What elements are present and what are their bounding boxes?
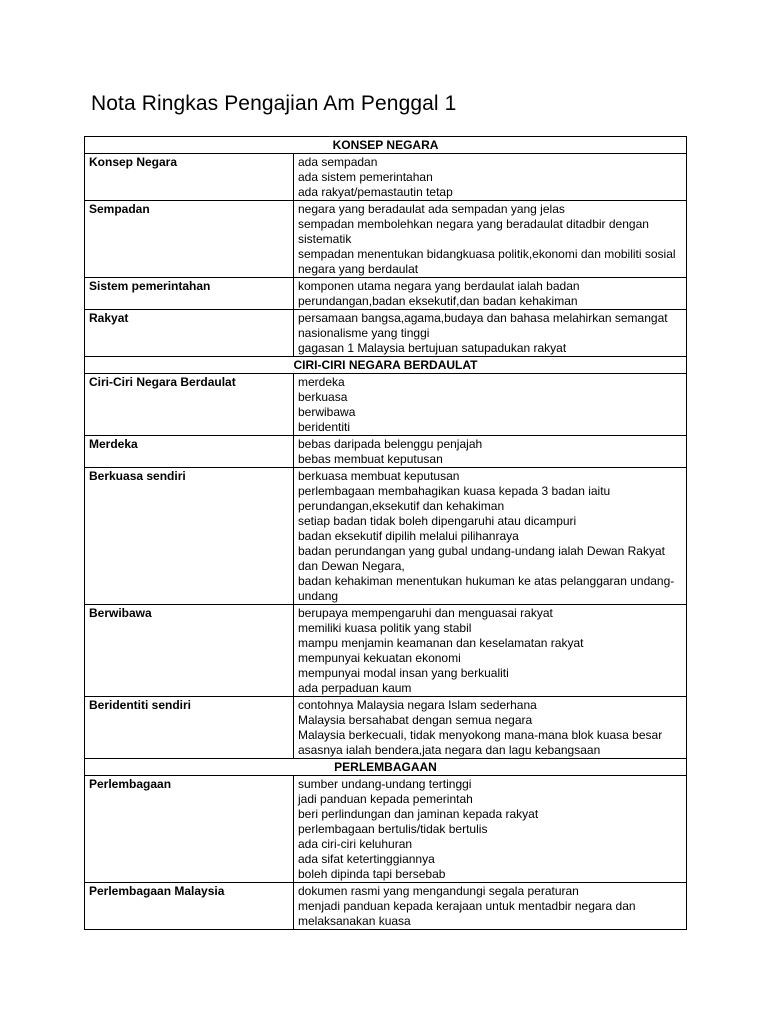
table-row <box>85 154 687 201</box>
term-cell: Ciri-Ciri Negara Berdaulat <box>85 374 294 436</box>
term-cell: Berkuasa sendiri <box>85 468 294 605</box>
table-row <box>85 697 687 759</box>
description-cell <box>294 605 687 697</box>
table-row <box>85 310 687 357</box>
table-row <box>85 278 687 310</box>
description-line: beridentiti <box>298 420 351 434</box>
description-line: beri perlindungan dan jaminan kepada rakyat <box>298 807 539 821</box>
description-cell <box>294 468 687 605</box>
description-line: perlembagaan bertulis/tidak bertulis <box>298 822 488 836</box>
section-heading: KONSEP NEGARA <box>85 137 687 154</box>
description-line: mampu menjamin keamanan dan keselamatan rakyat <box>298 636 584 650</box>
description-line: badan kehakiman menentukan hukuman ke atas pelanggaran undang-undang <box>298 574 675 603</box>
description-line: berkuasa membuat keputusan <box>298 469 460 483</box>
description-cell <box>294 697 687 759</box>
term-cell: Berwibawa <box>85 605 294 697</box>
description-line: boleh dipinda tapi bersebab <box>298 867 446 881</box>
table-row <box>85 374 687 436</box>
notes-table <box>84 136 687 930</box>
description-line: Malaysia berkecuali, tidak menyokong mana-mana blok kuasa besar <box>298 728 663 742</box>
table-row <box>85 468 687 605</box>
table-row <box>85 201 687 278</box>
description-line: perlembagaan membahagikan kuasa kepada 3 badan iaitu perundangan,eksekutif dan kehakiman <box>298 484 611 513</box>
description-cell <box>294 201 687 278</box>
description-line: ada ciri-ciri keluhuran <box>298 837 413 851</box>
section-heading: CIRI-CIRI NEGARA BERDAULAT <box>85 357 687 374</box>
term-cell: Beridentiti sendiri <box>85 697 294 759</box>
description-line: gagasan 1 Malaysia bertujuan satupadukan rakyat <box>298 341 567 355</box>
term-cell: Sempadan <box>85 201 294 278</box>
term-cell: Rakyat <box>85 310 294 357</box>
description-line: setiap badan tidak boleh dipengaruhi atau dicampuri <box>298 514 577 528</box>
description-line: sumber undang-undang tertinggi <box>298 777 472 791</box>
description-line: sempadan membolehkan negara yang beradaulat ditadbir dengan sistematik <box>298 217 649 246</box>
description-line: Malaysia bersahabat dengan semua negara <box>298 713 533 727</box>
description-line: bebas daripada belenggu penjajah <box>298 437 483 451</box>
description-line: memiliki kuasa politik yang stabil <box>298 621 472 635</box>
description-line: berkuasa <box>298 390 348 404</box>
description-cell <box>294 278 687 310</box>
description-cell <box>294 776 687 883</box>
description-line: contohnya Malaysia negara Islam sederhana <box>298 698 537 712</box>
description-line: ada sifat ketertinggiannya <box>298 852 435 866</box>
description-line: negara yang beradaulat ada sempadan yang jelas <box>298 202 565 216</box>
description-line: menjadi panduan kepada kerajaan untuk mentadbir negara dan melaksanakan kuasa <box>298 899 636 928</box>
term-cell: Perlembagaan Malaysia <box>85 883 294 930</box>
description-line: asasnya ialah bendera,jata negara dan lagu kebangsaan <box>298 743 601 757</box>
term-cell: Konsep Negara <box>85 154 294 201</box>
description-line: ada rakyat/pemastautin tetap <box>298 185 453 199</box>
description-line: mempunyai modal insan yang berkualiti <box>298 666 509 680</box>
term-cell: Sistem pemerintahan <box>85 278 294 310</box>
description-line: badan eksekutif dipilih melalui pilihanraya <box>298 529 519 543</box>
description-line: berwibawa <box>298 405 356 419</box>
description-cell <box>294 374 687 436</box>
description-line: persamaan bangsa,agama,budaya dan bahasa melahirkan semangat nasionalisme yang tinggi <box>298 311 668 340</box>
description-line: badan perundangan yang gubal undang-undang ialah Dewan Rakyat dan Dewan Negara, <box>298 544 665 573</box>
description-line: ada perpaduan kaum <box>298 681 412 695</box>
description-line: berupaya mempengaruhi dan menguasai rakyat <box>298 606 553 620</box>
term-cell: Merdeka <box>85 436 294 468</box>
description-line: dokumen rasmi yang mengandungi segala peraturan <box>298 884 579 898</box>
description-line: mempunyai kekuatan ekonomi <box>298 651 461 665</box>
description-cell <box>294 154 687 201</box>
table-row <box>85 776 687 883</box>
description-line: merdeka <box>298 375 345 389</box>
table-row <box>85 436 687 468</box>
table-row <box>85 883 687 930</box>
section-heading: PERLEMBAGAAN <box>85 759 687 776</box>
description-line: ada sempadan <box>298 155 378 169</box>
description-line: sempadan menentukan bidangkuasa politik,ekonomi dan mobiliti sosial negara yang berdaulat <box>298 247 676 276</box>
section-header-row <box>85 357 687 374</box>
section-header-row <box>85 759 687 776</box>
document-title: Nota Ringkas Pengajian Am Penggal 1 <box>91 92 457 115</box>
notes-table-body <box>85 137 687 930</box>
description-cell <box>294 436 687 468</box>
description-line: bebas membuat keputusan <box>298 452 443 466</box>
section-header-row <box>85 137 687 154</box>
description-cell <box>294 310 687 357</box>
term-cell: Perlembagaan <box>85 776 294 883</box>
description-line: ada sistem pemerintahan <box>298 170 433 184</box>
table-row <box>85 605 687 697</box>
description-cell <box>294 883 687 930</box>
description-line: komponen utama negara yang berdaulat ialah badan perundangan,badan eksekutif,dan badan kehakiman <box>298 279 580 308</box>
description-line: jadi panduan kepada pemerintah <box>298 792 473 806</box>
